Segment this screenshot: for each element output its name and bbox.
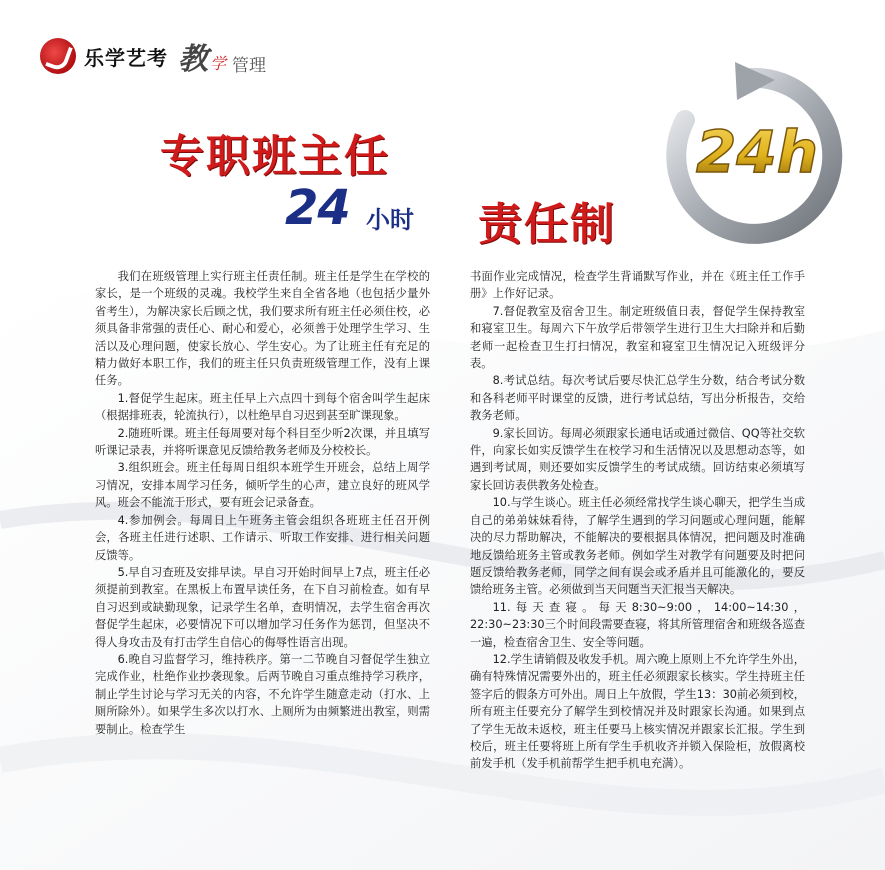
paragraph: 8.考试总结。每次考试后要尽快汇总学生分数，结合考试分数和各科老师平时课堂的反馈，进行考试总结，写出分析报告，交给教务老师。 <box>470 374 805 423</box>
paragraph: 7.督促教室及宿舍卫生。制定班级值日表，督促学生保持教室和寝室卫生。每周六下午放学后带领学生进行卫生大扫除并和后勤老师一起检查卫生打扫情况，教室和寝室卫生情况记入班级评分表。 <box>470 304 805 371</box>
paragraph: 书面作业完成情况，检查学生背诵默写作业，并在《班主任工作手册》上作好记录。 <box>470 270 805 301</box>
paragraph: 4.参加例会。每周日上午班务主管会组织各班班主任召开例会，各班主任进行述职、工作请示、听取工作安排、进行相关问题反馈等。 <box>95 513 430 562</box>
brand-logo <box>40 34 266 78</box>
brand-script-main: 教 <box>178 42 208 77</box>
paragraph: 12.学生请销假及收发手机。周六晚上原则上不允许学生外出，确有特殊情况需要外出的，班主任必须跟家长核实。学生持班主任签字后的假条方可外出。周日上午放假，学生13：30前必须到校，所有班主任要充分了解学生到校情况并及时跟家长沟通。如果到点了学生无故未返校，班主任要马上核实情况并跟家长汇报。学生到校后，班主任要将班上所有学生手机收齐并锁入保险柜，放假离校前发手机（发手机前帮学生把手机电充满）。 <box>470 652 805 771</box>
headline-hours-number: 24 <box>285 180 350 236</box>
paragraph: 9.家长回访。每周必须跟家长通电话或通过微信、QQ等社交软件，向家长如实反馈学生在校学习和生活情况以及思想动态等，如遇到考试周，则还要如实反馈学生的考试成绩。回访结束必须填写家长回访表供教务处检查。 <box>470 426 805 492</box>
body-column-left <box>95 268 430 738</box>
paragraph: 6.晚自习监督学习，维持秩序。第一二节晚自习督促学生独立完成作业，杜绝作业抄袭现象。后两节晚自习重点维持学习秩序，制止学生讨论与学习无关的内容，不允许学生随意走动（打水、上厕所除外）。如果学生多次以打水、上厕所为由频繁进出教室，则需要制止。检查学生 <box>95 652 430 736</box>
brand-logo-icon <box>40 38 76 74</box>
paragraph: 我们在班级管理上实行班主任责任制。班主任是学生在学校的家长，是一个班级的灵魂。我校学生来自全省各地（也包括少量外省考生），为解决家长后顾之忧，我们要求所有班主任必须住校，必须具备非常强的责任心、耐心和爱心，必须善于处理学生学习、生活以及心理问题，使家长放心、学生安心。为了让班主任有充足的精力做好本职工作，我们的班主任只负责班级管理工作，没有上课任务。 <box>95 270 430 388</box>
brand-script-small: 学 <box>210 54 227 73</box>
paragraph: 10.与学生谈心。班主任必须经常找学生谈心聊天，把学生当成自己的弟弟妹妹看待，了解学生遇到的学习问题或心理问题，能解决的尽力帮助解决，不能解决的要根据具体情况，把问题及时准确地反馈给班务主管或教务老师。例如学生对教学有问题要及时把问题反馈给教务老师，同学之间有误会或矛盾并且可能激化的，要反馈给班务主管。必须做到当天问题当天汇报当天解决。 <box>470 496 805 597</box>
body-column-right <box>470 268 805 773</box>
headline-line2: 责任制 <box>478 199 616 250</box>
paragraph: 3.组织班会。班主任每周日组织本班学生开班会，总结上周学习情况，安排本周学习任务，倾听学生的心声，建立良好的班风学风。班会不能流于形式，要有班会记录备查。 <box>95 461 430 510</box>
brand-subtitle: 管理 <box>232 56 267 76</box>
headline-hours-unit: 小时 <box>366 206 414 234</box>
paragraph: 1.督促学生起床。班主任早上六点四十到每个宿舍叫学生起床（根据排班表，轮流执行），以杜绝早自习迟到甚至旷课现象。 <box>95 391 430 423</box>
brand-name: 乐学艺考 <box>84 45 168 70</box>
emblem-arrow-head <box>735 62 775 100</box>
paragraph: 5.早自习查班及安排早读。早自习开始时间早上7点，班主任必须提前到教室。在黑板上布置早读任务，在下自习前检查。如有早自习迟到或缺勤现象，记录学生名单，查明情况，去学生宿舍再次督促学生起床，必要情况下可以增加学习任务作为惩罚，但坚决不得人身攻击及有打击学生自信心的侮辱性语言出现。 <box>95 565 430 649</box>
paragraph: 11.每天查寝。每天8:30~9:00，14:00~14:30，22:30~23:30三个时间段需要查寝，将其所管理宿舍和班级各巡查一遍，检查宿舍卫生、安全等问题。 <box>470 600 805 649</box>
headline-line1: 专职班主任 <box>160 131 390 182</box>
24h-clock-emblem <box>655 60 845 250</box>
paragraph: 2.随班听课。班主任每周要对每个科目至少听2次课，并且填写听课记录表，并将听课意见反馈给教务老师及分校校长。 <box>95 426 430 458</box>
emblem-label: 24h <box>695 118 819 186</box>
